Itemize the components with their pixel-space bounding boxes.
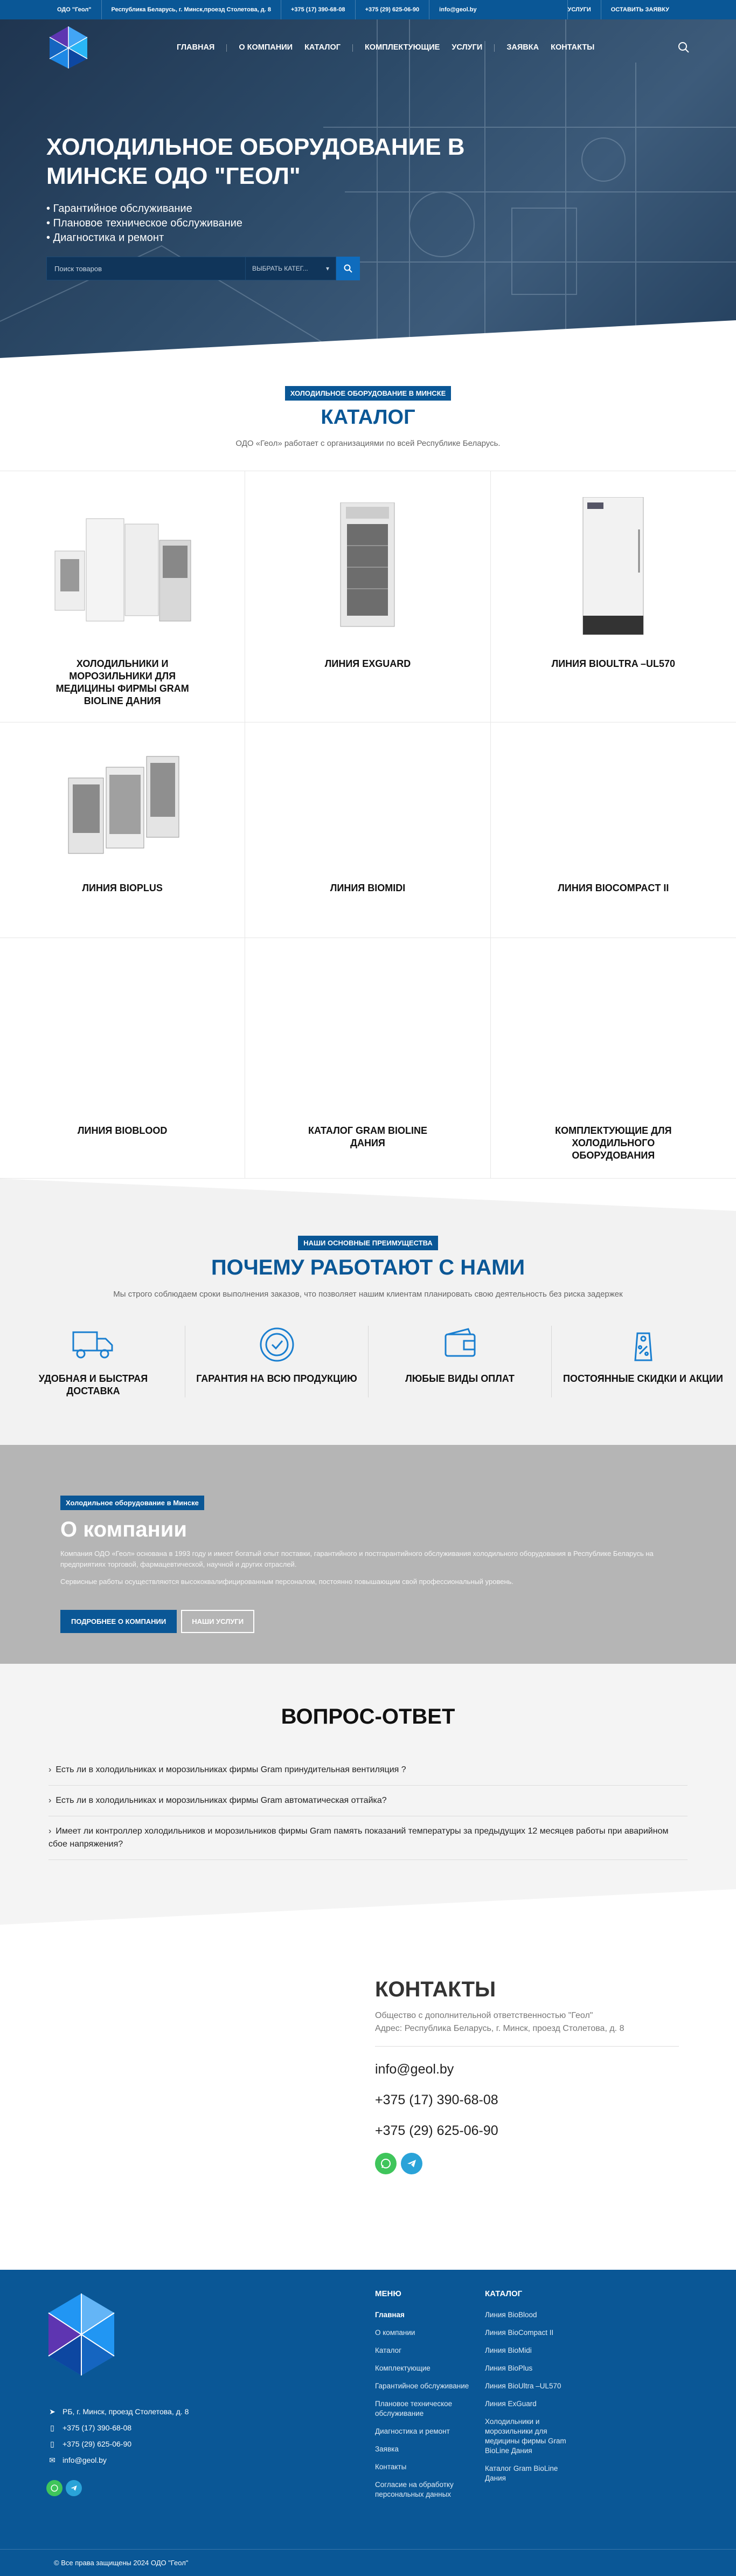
- catalog-item-title[interactable]: ЛИНИЯ EXGUARD: [324, 658, 411, 669]
- footer-catalog-item[interactable]: Линия ExGuard: [485, 2400, 537, 2408]
- catalog-item-title[interactable]: ЛИНИЯ BIOCOMPACT II: [558, 883, 669, 893]
- location-icon: ➤: [49, 2407, 55, 2416]
- catalog-item[interactable]: [491, 471, 736, 722]
- catalog-item-title[interactable]: КАТАЛОГ GRAM BIOLINE ДАНИЯ: [308, 1125, 427, 1148]
- about-paragraph: Сервисные работы осуществляются высококвалифицированным персоналом, постоянно повышающим свой профессиональный уровень.: [60, 1578, 514, 1586]
- product-image[interactable]: [41, 492, 203, 643]
- header-phone-2[interactable]: +375 (29) 625-06-90: [355, 0, 429, 19]
- truck-icon: [71, 1326, 115, 1363]
- mail-icon: ✉: [49, 2456, 55, 2464]
- section-diagonal-divider: [0, 1889, 736, 1925]
- footer-menu-item[interactable]: Заявка: [375, 2445, 399, 2453]
- our-services-button[interactable]: НАШИ УСЛУГИ: [181, 1610, 254, 1633]
- search-button[interactable]: [336, 257, 360, 280]
- catalog-item-title[interactable]: ЛИНИЯ BIOULTRA –UL570: [551, 658, 676, 669]
- product-image-placeholder[interactable]: [532, 743, 694, 867]
- contacts-phone-1[interactable]: +375 (17) 390-68-08: [375, 2092, 498, 2107]
- advantages-list: [0, 1326, 736, 1397]
- divider: [375, 2046, 679, 2047]
- catalog-item[interactable]: [245, 722, 490, 938]
- catalog-title: КАТАЛОГ: [321, 406, 415, 429]
- footer-menu-item[interactable]: Комплектующие: [375, 2364, 431, 2372]
- advantages-title: ПОЧЕМУ РАБОТАЮТ С НАМИ: [211, 1256, 525, 1279]
- footer: [0, 2270, 736, 2576]
- chevron-down-icon: ▾: [325, 265, 329, 272]
- footer-catalog-item[interactable]: Каталог Gram BioLine Дания: [485, 2464, 558, 2482]
- contacts-title: КОНТАКТЫ: [375, 1978, 496, 2001]
- catalog-item-title[interactable]: ЛИНИЯ BIOMIDI: [330, 883, 406, 893]
- category-select-value: ВЫБРАТЬ КАТЕГ...: [252, 265, 308, 272]
- footer-catalog: [485, 2289, 577, 2491]
- category-select[interactable]: [246, 257, 336, 280]
- faq-question[interactable]: › Есть ли в холодильниках и морозильниках фирмы Gram принудительная вентиляция ?: [48, 1755, 688, 1786]
- menu-about[interactable]: О КОМПАНИИ: [239, 43, 293, 52]
- menu-catalog[interactable]: КАТАЛОГ: [304, 43, 341, 52]
- contacts-section: [0, 1925, 736, 2270]
- hero-bullet: • Плановое техническое обслуживание: [46, 216, 242, 231]
- faq-question[interactable]: › Имеет ли контроллер холодильников и морозильников фирмы Gram память показаний температуры за предыдущих 12 месяцев работы при аварийном сбое напряжения?: [48, 1816, 688, 1860]
- geol-logo[interactable]: [46, 25, 91, 70]
- search-icon: [344, 264, 352, 273]
- catalog-section: [0, 358, 736, 1179]
- footer-menu-item[interactable]: Каталог: [375, 2346, 402, 2354]
- footer-phone-2[interactable]: +375 (29) 625-06-90: [63, 2440, 132, 2448]
- wallet-icon: [438, 1326, 482, 1363]
- footer-catalog-item[interactable]: Линия BioMidi: [485, 2346, 532, 2354]
- menu-services[interactable]: УСЛУГИ: [452, 43, 483, 52]
- menu-separator: [352, 44, 353, 52]
- advantages-section: [0, 1179, 736, 1445]
- product-search: [46, 257, 360, 280]
- catalog-item[interactable]: [245, 471, 490, 722]
- top-request-link[interactable]: ОСТАВИТЬ ЗАЯВКУ: [601, 0, 679, 19]
- footer-catalog-item[interactable]: Холодильники и морозильники для медицины фирмы Gram BioLine Дания: [485, 2417, 566, 2455]
- copyright: © Все права защищены 2024 ОДО "Геол": [54, 2559, 189, 2567]
- menu-contacts[interactable]: КОНТАКТЫ: [551, 43, 595, 52]
- footer-catalog-item[interactable]: Линия BioUltra –UL570: [485, 2382, 561, 2390]
- faq-question[interactable]: › Есть ли в холодильниках и морозильниках фирмы Gram автоматическая оттайка?: [48, 1786, 688, 1816]
- menu-request[interactable]: ЗАЯВКА: [506, 43, 539, 52]
- menu-separator: [226, 44, 227, 52]
- footer-menu-item[interactable]: Диагностика и ремонт: [375, 2427, 450, 2435]
- catalog-item[interactable]: [491, 722, 736, 938]
- header-address: Республика Беларусь, г. Минск,проезд Столетова, д. 8: [101, 0, 281, 19]
- about-title: О компании: [60, 1518, 187, 1541]
- footer-catalog-item[interactable]: Линия BioCompact II: [485, 2329, 554, 2337]
- header-phone-1[interactable]: +375 (17) 390-68-08: [281, 0, 355, 19]
- main-menu: [177, 40, 594, 55]
- company-name: ОДО "Геол": [57, 6, 92, 13]
- advantage-label: УДОБНАЯ И БЫСТРАЯ ДОСТАВКА: [38, 1373, 148, 1396]
- guarantee-badge-icon: [255, 1326, 299, 1363]
- header-email[interactable]: info@geol.by: [429, 0, 486, 19]
- advantage-label: ГАРАНТИЯ НА ВСЮ ПРОДУКЦИЮ: [196, 1373, 357, 1384]
- advantage-label: ЛЮБЫЕ ВИДЫ ОПЛАТ: [405, 1373, 515, 1384]
- catalog-item[interactable]: [0, 722, 245, 938]
- section-diagonal-divider: [0, 1179, 736, 1211]
- product-search-input[interactable]: Поиск товаров: [46, 257, 246, 280]
- footer-catalog-item[interactable]: Линия BioBlood: [485, 2311, 537, 2319]
- catalog-item[interactable]: [0, 471, 245, 722]
- catalog-item-title[interactable]: ЛИНИЯ BIOPLUS: [82, 883, 163, 893]
- advantages-badge: НАШИ ОСНОВНЫЕ ПРЕИМУЩЕСТВА: [298, 1236, 438, 1250]
- phone-icon: ▯: [50, 2440, 54, 2448]
- product-image-placeholder[interactable]: [532, 959, 694, 1110]
- footer-geol-logo[interactable]: [45, 2291, 117, 2378]
- menu-home[interactable]: ГЛАВНАЯ: [177, 43, 215, 52]
- footer-catalog-title: КАТАЛОГ: [485, 2289, 523, 2298]
- advantage-item: [551, 1326, 734, 1397]
- product-image-placeholder[interactable]: [287, 959, 448, 1110]
- advantages-subtitle: Мы строго соблюдаем сроки выполнения заказов, что позволяет нашим клиентам планировать свою деятельность без риска задержек: [113, 1290, 623, 1299]
- footer-menu-title: МЕНЮ: [375, 2289, 401, 2298]
- menu-parts[interactable]: КОМПЛЕКТУЮЩИЕ: [364, 43, 440, 52]
- product-image[interactable]: [532, 492, 694, 643]
- footer-menu-item[interactable]: Главная: [375, 2311, 405, 2319]
- telegram-icon[interactable]: [401, 2153, 422, 2174]
- footer-menu-item[interactable]: Согласие на обработку персональных данных: [375, 2481, 454, 2498]
- top-services-link[interactable]: УСЛУГИ: [567, 0, 601, 19]
- catalog-item-title[interactable]: КОМПЛЕКТУЮЩИЕ ДЛЯ ХОЛОДИЛЬНОГО ОБОРУДОВАНИЯ: [555, 1125, 672, 1161]
- footer-contact-info: [48, 2403, 192, 2468]
- search-icon[interactable]: [678, 42, 690, 53]
- catalog-subtitle: ОДО «Геол» работает с организациями по всей Республике Беларусь.: [235, 439, 501, 448]
- contacts-email[interactable]: info@geol.by: [375, 2062, 454, 2077]
- footer-phone-1[interactable]: +375 (17) 390-68-08: [63, 2423, 132, 2432]
- menu-separator: [494, 44, 495, 52]
- footer-catalog-item[interactable]: Линия BioPlus: [485, 2364, 533, 2372]
- about-paragraph: Компания ОДО «Геол» основана в 1993 году и имеет богатый опыт поставки, гарантийного и постгарантийного обслуживания холодильного оборудования в Республике Беларусь на предприятиях торговой, фармацевтической, научной и других отраслей.: [60, 1549, 654, 1568]
- footer-bottom-bar: [0, 2549, 736, 2576]
- hero-bullet: • Гарантийное обслуживание: [46, 202, 242, 216]
- advantage-item: [185, 1326, 368, 1397]
- catalog-item-title[interactable]: ЛИНИЯ BIOBLOOD: [77, 1125, 168, 1136]
- advantage-item: [2, 1326, 185, 1397]
- telegram-icon[interactable]: [66, 2480, 82, 2496]
- catalog-item[interactable]: [245, 938, 490, 1179]
- footer-menu-item[interactable]: О компании: [375, 2329, 415, 2337]
- hero-title: ХОЛОДИЛЬНОЕ ОБОРУДОВАНИЕ В МИНСКЕ ОДО "ГЕОЛ": [46, 134, 465, 189]
- hero-bullets: [46, 202, 242, 245]
- discount-tag-icon: [621, 1326, 665, 1363]
- catalog-item-title[interactable]: ХОЛОДИЛЬНИКИ И МОРОЗИЛЬНИКИ ДЛЯ МЕДИЦИНЫ ФИРМЫ GRAM BIOLINE ДАНИЯ: [55, 658, 189, 706]
- footer-menu-item[interactable]: Контакты: [375, 2463, 407, 2471]
- advantage-label: ПОСТОЯННЫЕ СКИДКИ И АКЦИИ: [563, 1373, 723, 1384]
- footer-social: [46, 2480, 82, 2496]
- catalog-item[interactable]: [0, 938, 245, 1179]
- contacts-address: Адрес: Республика Беларусь, г. Минск, проезд Столетова, д. 8: [375, 2024, 624, 2033]
- advantage-item: [368, 1326, 551, 1397]
- whatsapp-icon[interactable]: [375, 2153, 397, 2174]
- catalog-item[interactable]: [491, 938, 736, 1179]
- contacts-company: Общество с дополнительной ответственностью "Геол": [375, 2011, 593, 2020]
- product-image-placeholder[interactable]: [287, 743, 448, 867]
- about-more-button[interactable]: ПОДРОБНЕЕ О КОМПАНИИ: [60, 1610, 177, 1633]
- footer-address: РБ, г. Минск, проезд Столетова, д. 8: [63, 2407, 189, 2416]
- faq-list: [48, 1755, 688, 1860]
- whatsapp-icon[interactable]: [46, 2480, 63, 2496]
- hero-bullet: • Диагностика и ремонт: [46, 231, 242, 245]
- phone-icon: ▯: [50, 2423, 54, 2432]
- about-badge: Холодильное оборудование в Минске: [60, 1496, 204, 1510]
- contacts-phone-2[interactable]: +375 (29) 625-06-90: [375, 2123, 498, 2138]
- footer-menu: [375, 2289, 472, 2508]
- product-image-placeholder[interactable]: [41, 959, 203, 1110]
- faq-title: ВОПРОС-ОТВЕТ: [281, 1705, 455, 1728]
- footer-email[interactable]: info@geol.by: [63, 2456, 107, 2464]
- about-section: [0, 1445, 736, 1664]
- hero: [0, 19, 736, 358]
- catalog-grid: [0, 471, 736, 1179]
- main-nav: [46, 26, 690, 69]
- catalog-badge: ХОЛОДИЛЬНОЕ ОБОРУДОВАНИЕ В МИНСКЕ: [285, 386, 452, 401]
- product-image[interactable]: [287, 492, 448, 643]
- footer-menu-item[interactable]: Гарантийное обслуживание: [375, 2382, 469, 2390]
- footer-menu-item[interactable]: Плановое техническое обслуживание: [375, 2400, 453, 2417]
- faq-section: [0, 1664, 736, 1925]
- top-bar: [0, 0, 736, 19]
- product-image[interactable]: [41, 743, 203, 867]
- contacts-social: [375, 2153, 736, 2174]
